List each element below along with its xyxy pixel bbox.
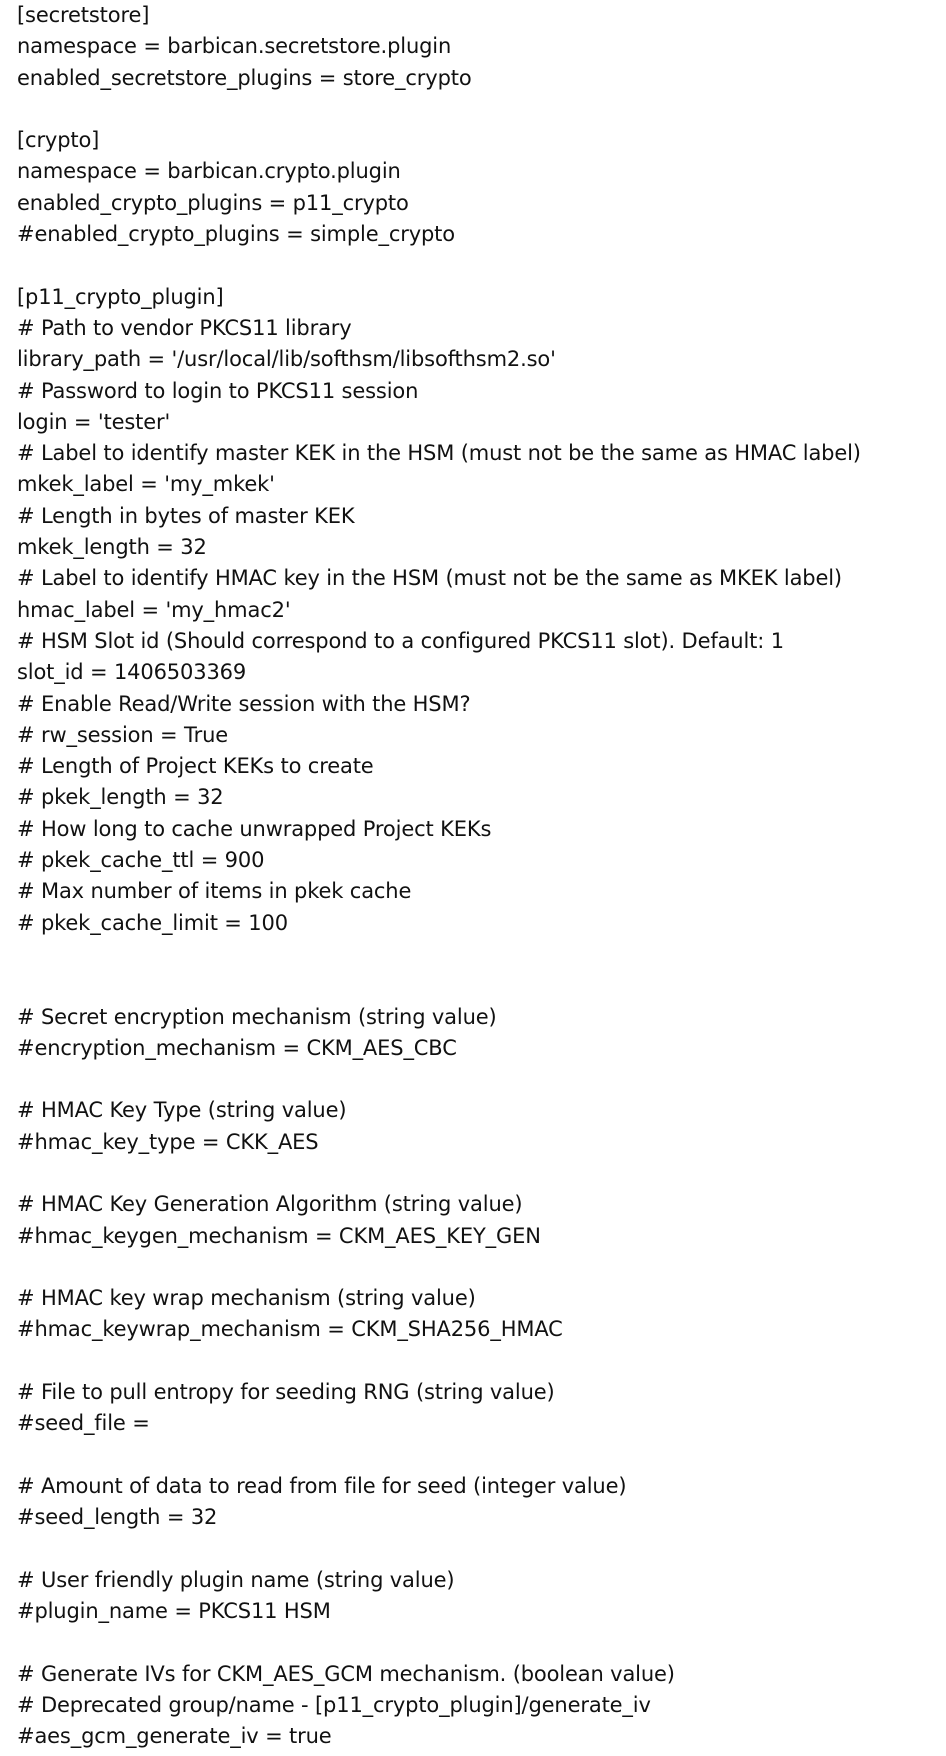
config-line: library_path = '/usr/local/lib/softhsm/libsofthsm2.so' xyxy=(17,347,556,372)
config-line: [crypto] xyxy=(17,128,100,153)
config-line xyxy=(17,1252,937,1283)
config-line: #seed_file = xyxy=(17,1411,150,1436)
config-line: # Max number of items in pkek cache xyxy=(17,879,412,904)
config-line xyxy=(17,1158,937,1189)
config-line xyxy=(17,1440,937,1471)
config-line: #enabled_crypto_plugins = simple_crypto xyxy=(17,222,455,247)
config-line xyxy=(17,939,937,970)
config-line: hmac_label = 'my_hmac2' xyxy=(17,597,291,622)
config-line xyxy=(17,1346,937,1377)
config-line: [p11_crypto_plugin] xyxy=(17,284,224,309)
config-line xyxy=(17,250,937,281)
config-line: # File to pull entropy for seeding RNG (string value) xyxy=(17,1380,555,1405)
config-line: slot_id = 1406503369 xyxy=(17,660,247,685)
config-line: mkek_length = 32 xyxy=(17,535,207,560)
config-line: # Length of Project KEKs to create xyxy=(17,754,374,779)
config-line xyxy=(17,1534,937,1565)
config-line: #encryption_mechanism = CKM_AES_CBC xyxy=(17,1035,457,1060)
config-line: # Path to vendor PKCS11 library xyxy=(17,315,352,340)
config-line: # User friendly plugin name (string value) xyxy=(17,1567,455,1592)
config-line: #plugin_name = PKCS11 HSM xyxy=(17,1599,331,1624)
config-line: # HMAC Key Generation Algorithm (string value) xyxy=(17,1192,523,1217)
config-line xyxy=(17,970,937,1001)
config-line: # Label to identify HMAC key in the HSM (must not be the same as MKEK label) xyxy=(17,566,842,591)
config-line: # Length in bytes of master KEK xyxy=(17,503,355,528)
config-line: namespace = barbican.secretstore.plugin xyxy=(17,34,452,59)
config-line: # How long to cache unwrapped Project KEKs xyxy=(17,816,492,841)
config-line: #seed_length = 32 xyxy=(17,1505,218,1530)
config-line: [secretstore] xyxy=(17,3,150,27)
config-line: # Amount of data to read from file for seed (integer value) xyxy=(17,1473,627,1498)
config-line xyxy=(17,94,937,125)
config-line: #hmac_key_type = CKK_AES xyxy=(17,1129,319,1154)
config-line: # rw_session = True xyxy=(17,722,229,747)
config-line: # Password to login to PKCS11 session xyxy=(17,378,419,403)
config-line: mkek_label = 'my_mkek' xyxy=(17,472,275,497)
config-line xyxy=(17,1627,937,1658)
config-line: # HSM Slot id (Should correspond to a configured PKCS11 slot). Default: 1 xyxy=(17,628,784,653)
config-line: # Deprecated group/name - [p11_crypto_plugin]/generate_iv xyxy=(17,1693,651,1718)
config-line: #hmac_keygen_mechanism = CKM_AES_KEY_GEN xyxy=(17,1223,541,1248)
config-line: # Enable Read/Write session with the HSM? xyxy=(17,691,471,716)
config-line: enabled_crypto_plugins = p11_crypto xyxy=(17,190,409,215)
config-line xyxy=(17,1064,937,1095)
config-line: #hmac_keywrap_mechanism = CKM_SHA256_HMAC xyxy=(17,1317,563,1342)
config-line: # pkek_cache_limit = 100 xyxy=(17,910,288,935)
config-line: # Secret encryption mechanism (string value) xyxy=(17,1004,497,1029)
config-line: login = 'tester' xyxy=(17,409,171,434)
config-line: # pkek_length = 32 xyxy=(17,785,224,810)
config-file-text xyxy=(17,0,937,1753)
config-line: # pkek_cache_ttl = 900 xyxy=(17,848,265,873)
config-line: # Generate IVs for CKM_AES_GCM mechanism. (boolean value) xyxy=(17,1661,675,1686)
config-line: #aes_gcm_generate_iv = true xyxy=(17,1724,332,1749)
config-line: # Label to identify master KEK in the HSM (must not be the same as HMAC label) xyxy=(17,441,861,466)
config-line: # HMAC key wrap mechanism (string value) xyxy=(17,1286,476,1311)
config-line: namespace = barbican.crypto.plugin xyxy=(17,159,401,184)
config-line: enabled_secretstore_plugins = store_crypto xyxy=(17,65,472,90)
config-line: # HMAC Key Type (string value) xyxy=(17,1098,347,1123)
